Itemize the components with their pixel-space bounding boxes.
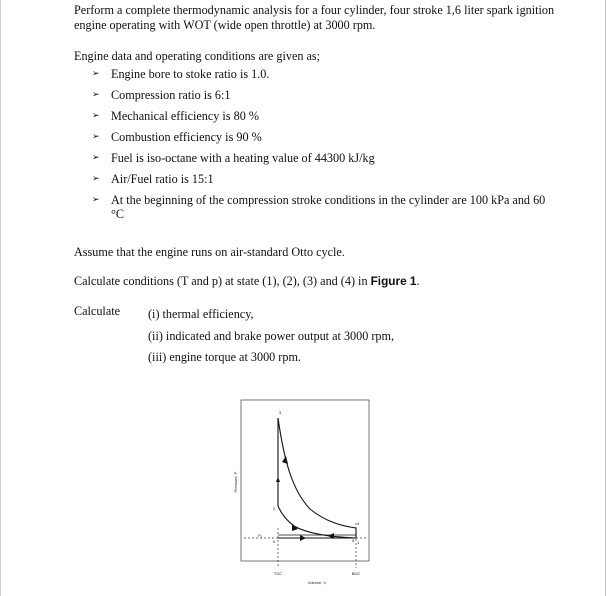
process-1-2 <box>278 506 356 538</box>
arrow-bullet-icon: ➢ <box>92 174 100 184</box>
page-border-left <box>0 0 1 596</box>
list-item <box>92 193 551 221</box>
calculate-conditions-suffix: . <box>416 274 420 288</box>
calculate-conditions-text <box>74 274 420 289</box>
list-item <box>92 88 551 102</box>
list-item-text: Combustion efficiency is 90 % <box>111 130 262 144</box>
problem-intro: Perform a complete thermodynamic analysis for a four cylinder, four stroke 1,6 liter spark ignition engine operating with WOT (wide open throttle) at 3000 rpm. <box>74 3 555 32</box>
list-item <box>92 130 551 144</box>
process-3-4 <box>278 418 356 528</box>
list-item-text: Mechanical efficiency is 80 % <box>111 109 259 123</box>
given-heading: Engine data and operating conditions are given as; <box>74 49 321 63</box>
list-item: (iii) engine torque at 3000 rpm. <box>148 350 301 364</box>
calculate-conditions-prefix: Calculate conditions (T and p) at state (1), (2), (3) and (4) in <box>74 274 371 288</box>
arrow-bullet-icon: ➢ <box>92 90 100 100</box>
arrow-bullet-icon: ➢ <box>92 111 100 121</box>
calculate-items-list <box>148 304 394 369</box>
calculate-label: Calculate <box>74 304 121 318</box>
otto-cycle-figure <box>230 398 375 590</box>
arrow-bullet-icon: ➢ <box>92 195 100 205</box>
state-1-label: 1 <box>357 540 360 545</box>
state-2-label: 2 <box>273 506 276 511</box>
list-item: (ii) indicated and brake power output at 3000 rpm, <box>148 328 395 343</box>
list-item: (i) thermal efficiency, <box>148 307 254 321</box>
p0-label: P₀ <box>258 533 263 538</box>
state-5-label: 5 <box>352 538 355 543</box>
engine-data-list <box>92 67 551 221</box>
list-item <box>92 67 551 81</box>
arrow-bullet-icon: ➢ <box>92 69 100 79</box>
list-item-text: At the beginning of the compression stroke conditions in the cylinder are 100 kPa and 60 °C <box>111 193 546 221</box>
list-item-text: Compression ratio is 6:1 <box>111 88 231 102</box>
list-item-text: Fuel is iso-octane with a heating value of 44300 kJ/kg <box>111 151 375 165</box>
list-item-text: Air/Fuel ratio is 15:1 <box>111 172 214 186</box>
arrow-bullet-icon: ➢ <box>92 153 100 163</box>
arrow-intake-icon <box>300 535 306 541</box>
bdc-label: BDC <box>351 571 361 576</box>
state-6-label: 6 <box>273 539 276 544</box>
list-item <box>92 109 551 123</box>
tdc-label: TDC <box>273 571 283 576</box>
state-3-label: 3 <box>279 410 282 415</box>
list-item <box>92 172 551 186</box>
y-axis-label: Pressure, P <box>233 471 238 493</box>
arrow-bullet-icon: ➢ <box>92 132 100 142</box>
arrow-heat-add-icon <box>276 477 280 482</box>
list-item <box>92 151 551 165</box>
figure-reference: Figure 1 <box>370 274 417 288</box>
x-axis-label: Volume, V <box>307 580 327 585</box>
state-4-label: 4 <box>357 521 360 526</box>
otto-cycle-diagram <box>230 398 375 590</box>
list-item-text: Engine bore to stoke ratio is 1.0. <box>111 67 270 81</box>
assumption-text: Assume that the engine runs on air-standard Otto cycle. <box>74 245 345 259</box>
